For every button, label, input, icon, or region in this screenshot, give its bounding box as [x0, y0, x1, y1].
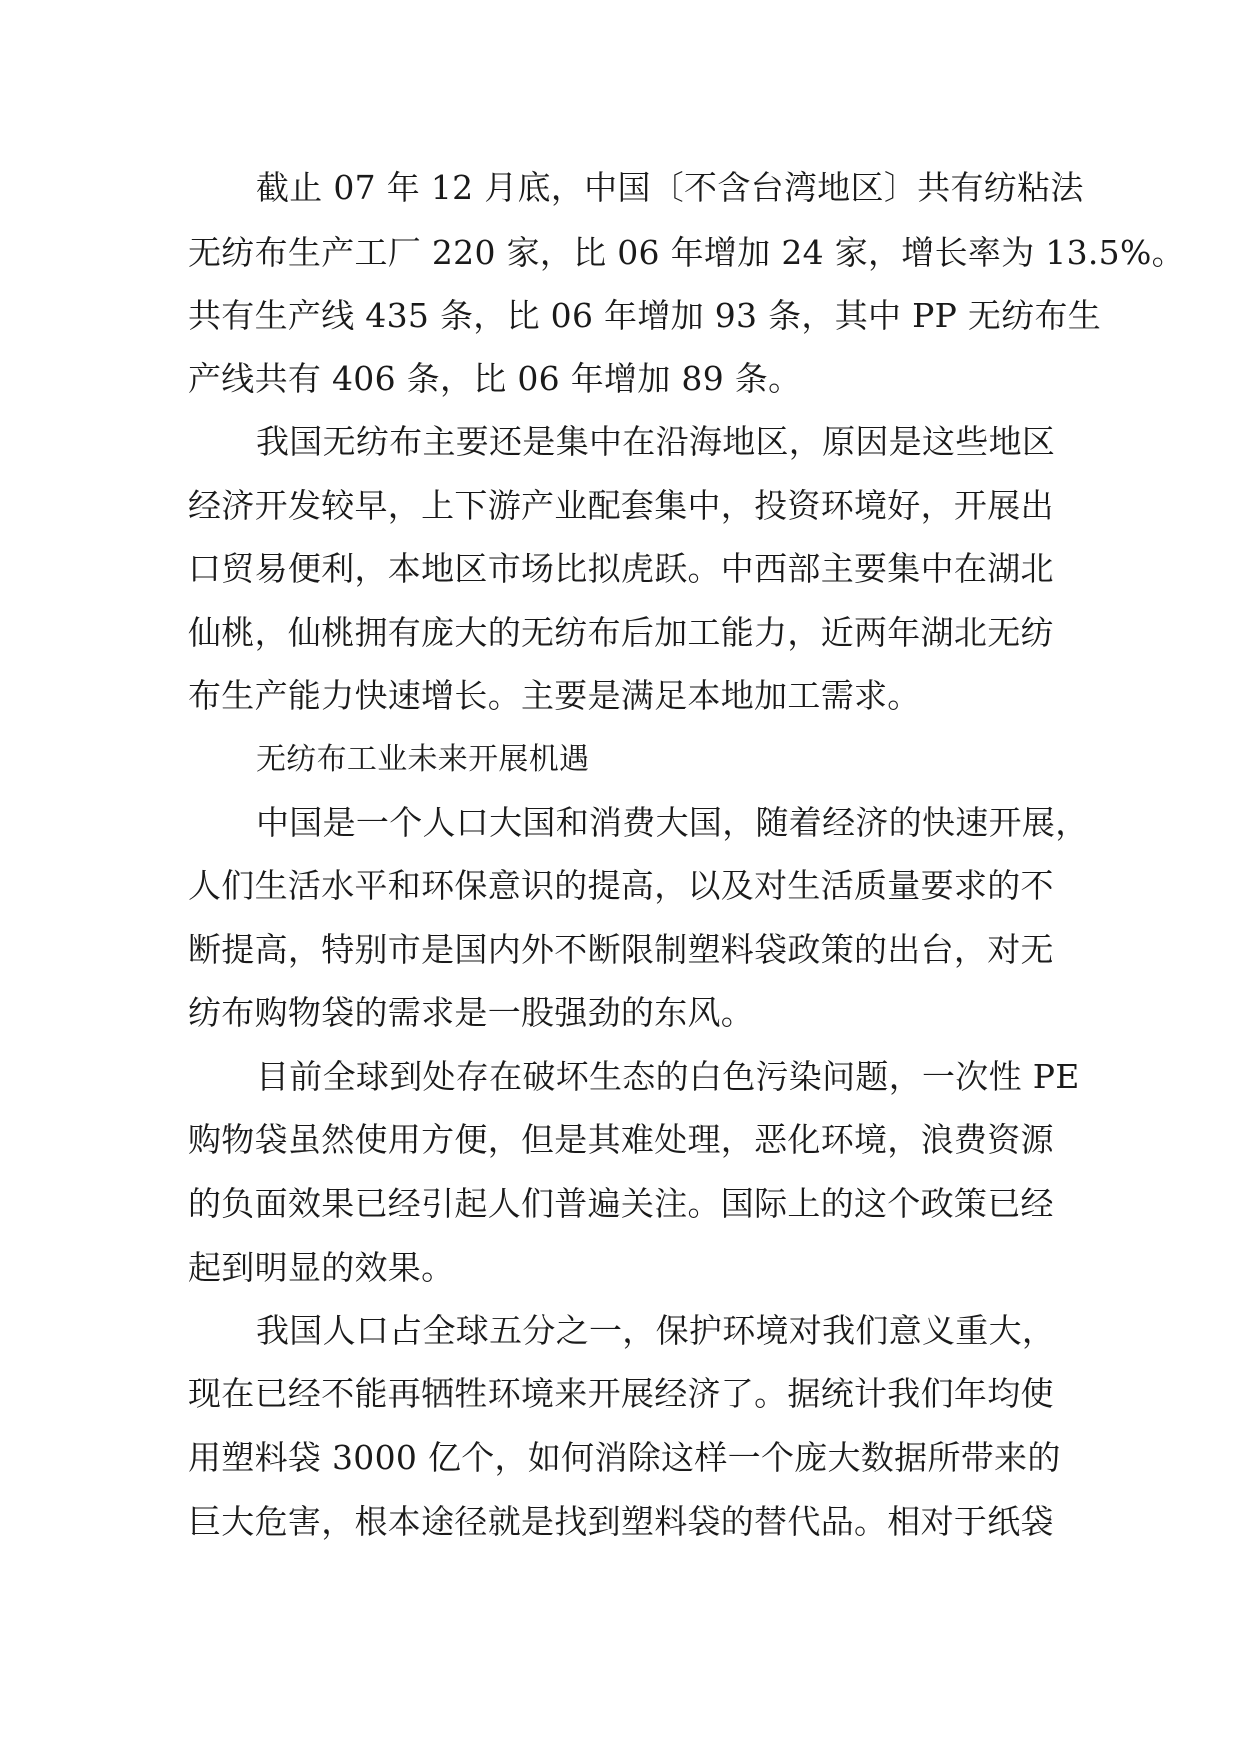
paragraph-5-line-4: 巨大危害，根本途径就是找到塑料袋的替代品。相对于纸袋: [188, 1502, 1054, 1541]
paragraph-1-line-4: 产线共有 406 条，比 06 年增加 89 条。: [188, 359, 802, 398]
paragraph-1-line-1: 截止 07 年 12 月底，中国〔不含台湾地区〕共有纺粘法: [256, 168, 1084, 207]
paragraph-1-line-3: 共有生产线 435 条，比 06 年增加 93 条，其中 PP 无纺布生: [188, 296, 1102, 335]
paragraph-2-line-4: 仙桃，仙桃拥有庞大的无纺布后加工能力，近两年湖北无纺: [188, 613, 1054, 652]
paragraph-5-line-1: 我国人口占全球五分之一，保护环境对我们意义重大，: [256, 1311, 1056, 1350]
paragraph-4-line-1: 目前全球到处存在破坏生态的白色污染问题，一次性 PE: [256, 1057, 1080, 1096]
paragraph-5-line-3: 用塑料袋 3000 亿个，如何消除这样一个庞大数据所带来的: [188, 1438, 1061, 1477]
paragraph-3-line-4: 纺布购物袋的需求是一股强劲的东风。: [188, 993, 755, 1032]
section-heading: 无纺布工业未来开展机遇: [256, 742, 590, 777]
paragraph-3-line-3: 断提高，特别市是国内外不断限制塑料袋政策的出台，对无: [188, 930, 1054, 969]
paragraph-5-line-2: 现在已经不能再牺牲环境来开展经济了。据统计我们年均使: [188, 1374, 1054, 1413]
paragraph-1-line-2: 无纺布生产工厂 220 家，比 06 年增加 24 家，增长率为 13.5%。: [188, 233, 1185, 272]
paragraph-4-line-3: 的负面效果已经引起人们普遍关注。国际上的这个政策已经: [188, 1184, 1054, 1223]
paragraph-2-line-1: 我国无纺布主要还是集中在沿海地区，原因是这些地区: [256, 422, 1056, 461]
paragraph-2-line-3: 口贸易便利，本地区市场比拟虎跃。中西部主要集中在湖北: [188, 549, 1054, 588]
paragraph-2-line-5: 布生产能力快速增长。主要是满足本地加工需求。: [188, 676, 921, 715]
paragraph-2-line-2: 经济开发较早，上下游产业配套集中，投资环境好，开展出: [188, 486, 1054, 525]
paragraph-3-line-2: 人们生活水平和环保意识的提高，以及对生活质量要求的不: [188, 866, 1054, 905]
paragraph-3-line-1: 中国是一个人口大国和消费大国，随着经济的快速开展，: [256, 803, 1089, 842]
paragraph-4-line-2: 购物袋虽然使用方便，但是其难处理，恶化环境，浪费资源: [188, 1120, 1054, 1159]
paragraph-4-line-4: 起到明显的效果。: [188, 1248, 455, 1287]
